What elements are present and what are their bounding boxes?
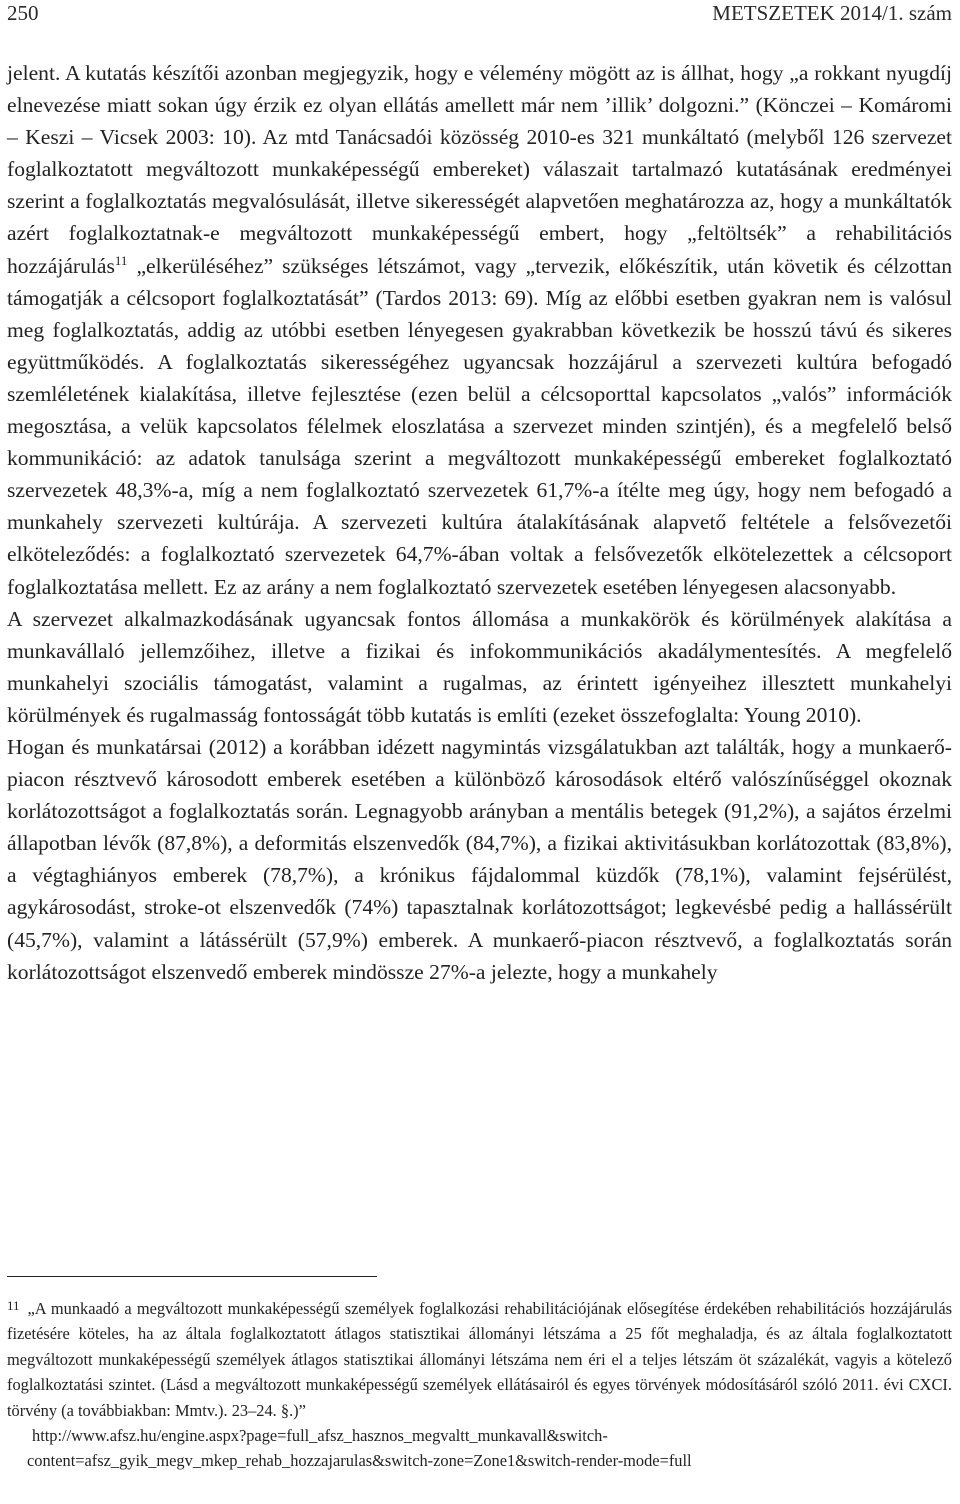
- footnote-separator: [7, 1276, 377, 1277]
- running-header: [7, 0, 952, 30]
- body-text: [7, 57, 952, 988]
- footnote-url-line[interactable]: http://www.afsz.hu/engine.aspx?page=full_afsz_hasznos_megvaltt_munkavall&switch-: [32, 1426, 608, 1446]
- journal-title: METSZETEK 2014/1. szám: [712, 1, 952, 25]
- footnote-url-line[interactable]: content=afsz_gyik_megv_mkep_rehab_hozzajarulas&switch-zone=Zone1&switch-render-mode=full: [27, 1451, 692, 1471]
- footnote-reference[interactable]: 11: [114, 252, 128, 268]
- footnote-text: „A munkaadó a megváltozott munkaképességű személyek foglalkozási rehabilitációjának elősegítése érdekében rehabilitációs hozzájárulás fizetésére köteles, ha az általa foglalkoztatott átlagos statisztikai állományi létszáma a 25 főt meghaladja, és az általa foglalkoztatott megváltozott munkaképességű személyek átlagos statisztikai állományi létszáma nem éri el a teljes létszám öt százalékát, vagyis a kötelező foglalkoztatási szintet. (Lásd a megváltozott munkaképességű személyek ellátásairól és egyes törvények módosításáról szóló 2011. évi CXCI. törvény (a továbbiakban: Mmtv.). 23–24. §.)”: [7, 1299, 952, 1420]
- paragraph-text: jelent. A kutatás készítői azonban megjegyzik, hogy e vélemény mögött az is állhat, hogy „a rokkant nyugdíj elnevezése miatt sokan úgy érzik ez olyan ellátás amellett már nem ’illik’ dolgozni.” (Könczei – Komáromi – Keszi – Vicsek 2003: 10). Az mtd Tanácsadói közösség 2010-es 321 munkáltató (melyből 126 szervezet foglalkoztatott megváltozott munkaképességű embereket) válaszait tartalmazó kutatásának eredményei szerint a foglalkoztatás megvalósulását, illetve sikerességét alapvetően meghatározza az, hogy a munkáltatók azért foglalkoztatnak-e megváltozott munkaképességű embert, hogy „feltöltsék” a rehabilitációs hozzájárulás: [7, 61, 952, 278]
- footnote: [7, 1293, 952, 1474]
- page-number: 250: [7, 1, 39, 25]
- paragraph: A szervezet alkalmazkodásának ugyancsak fontos állomása a munkakörök és körülmények alakítása a munkavállaló jellemzőihez, illetve a fizikai és infokommunikációs akadálymentesítés. A megfelelő munkahelyi szociális támogatást, valamint a rugalmas, az érintett igényeihez illesztett munkahelyi körülmények és rugalmasság fontosságát több kutatás is említi (ezeket összefoglalta: Young 2010).: [7, 606, 952, 727]
- footnote-mark: 11: [7, 1298, 20, 1313]
- paragraph: [7, 57, 952, 603]
- paragraph: Hogan és munkatársai (2012) a korábban idézett nagymintás vizsgálatukban azt találták, hogy a munkaerő-piacon résztvevő károsodott emberek esetében a különböző károsodások eltérő valószínűséggel okoznak korlátozottságot a foglalkoztatás során. Legnagyobb arányban a mentális betegek (91,2%), a sajátos érzelmi állapotban lévők (87,8%), a deformitás elszenvedők (84,7%), a fizikai aktivitásukban korlátozottak (83,8%), a végtaghiányos emberek (78,7%), a krónikus fájdalommal küzdők (78,1%), valamint fejsérülést, agykárosodást, stroke-ot elszenvedők (74%) tapasztalnak korlátozottságot; legkevésbé pedig a hallássérült (45,7%), valamint a látássérült (57,9%) emberek. A munkaerő-piacon résztvevő, a foglalkoztatás során korlátozottságot elszenvedő emberek mindössze 27%-a jelezte, hogy a munkahely: [7, 734, 952, 984]
- paragraph-text: „elkerüléséhez” szükséges létszámot, vagy „tervezik, előkészítik, után követik és célzottan támogatják a célcsoport foglalkoztatását” (Tardos 2013: 69). Míg az előbbi esetben gyakran nem is valósul meg foglalkoztatás, addig az utóbbi esetben lényegesen gyakrabban következik be hosszú távú és sikeres együttműködés. A foglalkoztatás sikerességéhez ugyancsak hozzájárul a szervezeti kultúra befogadó szemléletének kialakítása, illetve fejlesztése (ezen belül a célcsoporttal kapcsolatos „valós” információk megosztása, a velük kapcsolatos félelmek eloszlatása a szervezet minden szintjén), és a megfelelő belső kommunikáció: az adatok tanulsága szerint a megváltozott munkaképességű embereket foglalkoztató szervezetek 48,3%-a, míg a nem foglalkoztató szervezetek 61,7%-a ítélte meg úgy, hogy nem befogadó a munkahely szervezeti kultúrája. A szervezeti kultúra átalakításának alapvető feltétele a felsővezetői elköteleződés: a foglalkoztató szervezetek 64,7%-ában voltak a felsővezetők elkötelezettek a célcsoport foglalkoztatása mellett. Ez az arány a nem foglalkoztató szervezetek esetében lényegesen alacsonyabb.: [7, 253, 952, 599]
- footnote-body: [7, 1293, 952, 1423]
